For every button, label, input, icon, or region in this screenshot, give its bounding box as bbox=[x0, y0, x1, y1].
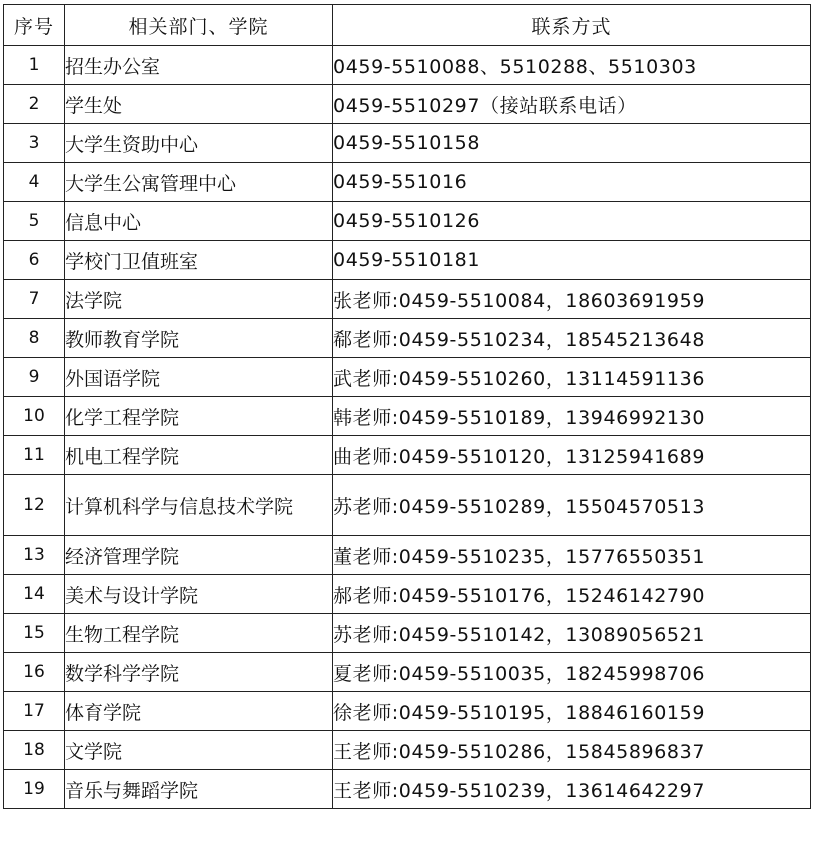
row-contact: 夏老师:0459-5510035，18245998706 bbox=[333, 653, 811, 692]
row-index: 4 bbox=[4, 163, 65, 202]
row-index: 12 bbox=[4, 475, 65, 536]
row-index: 13 bbox=[4, 536, 65, 575]
table-row bbox=[4, 85, 811, 124]
row-contact: 0459-5510297（接站联系电话） bbox=[333, 85, 811, 124]
table-row bbox=[4, 653, 811, 692]
row-department: 学生处 bbox=[65, 85, 333, 124]
row-index: 17 bbox=[4, 692, 65, 731]
row-contact: 0459-5510181 bbox=[333, 241, 811, 280]
row-contact: 0459-5510158 bbox=[333, 124, 811, 163]
row-index: 2 bbox=[4, 85, 65, 124]
table-row bbox=[4, 731, 811, 770]
table-row bbox=[4, 614, 811, 653]
row-contact: 郝老师:0459-5510176，15246142790 bbox=[333, 575, 811, 614]
row-department: 经济管理学院 bbox=[65, 536, 333, 575]
row-index: 7 bbox=[4, 280, 65, 319]
table-row bbox=[4, 358, 811, 397]
row-index: 15 bbox=[4, 614, 65, 653]
row-contact: 郗老师:0459-5510234，18545213648 bbox=[333, 319, 811, 358]
row-department: 学校门卫值班室 bbox=[65, 241, 333, 280]
row-contact: 徐老师:0459-5510195，18846160159 bbox=[333, 692, 811, 731]
header-index: 序号 bbox=[4, 5, 65, 46]
row-department: 体育学院 bbox=[65, 692, 333, 731]
table-row bbox=[4, 692, 811, 731]
table-body bbox=[4, 46, 811, 809]
row-department: 大学生公寓管理中心 bbox=[65, 163, 333, 202]
table-row bbox=[4, 770, 811, 809]
row-index: 5 bbox=[4, 202, 65, 241]
row-department: 数学科学学院 bbox=[65, 653, 333, 692]
row-department: 法学院 bbox=[65, 280, 333, 319]
table-row bbox=[4, 319, 811, 358]
row-department: 外国语学院 bbox=[65, 358, 333, 397]
row-department: 信息中心 bbox=[65, 202, 333, 241]
table-row bbox=[4, 163, 811, 202]
row-department: 计算机科学与信息技术学院 bbox=[65, 475, 333, 536]
table-row bbox=[4, 202, 811, 241]
table-row bbox=[4, 575, 811, 614]
row-department: 音乐与舞蹈学院 bbox=[65, 770, 333, 809]
row-index: 18 bbox=[4, 731, 65, 770]
row-contact: 王老师:0459-5510239，13614642297 bbox=[333, 770, 811, 809]
row-contact: 0459-551016 bbox=[333, 163, 811, 202]
row-department: 生物工程学院 bbox=[65, 614, 333, 653]
row-contact: 苏老师:0459-5510142，13089056521 bbox=[333, 614, 811, 653]
row-index: 8 bbox=[4, 319, 65, 358]
table-row bbox=[4, 124, 811, 163]
row-department: 美术与设计学院 bbox=[65, 575, 333, 614]
row-index: 10 bbox=[4, 397, 65, 436]
row-index: 19 bbox=[4, 770, 65, 809]
table-row bbox=[4, 436, 811, 475]
row-index: 11 bbox=[4, 436, 65, 475]
header-department: 相关部门、学院 bbox=[65, 5, 333, 46]
row-index: 3 bbox=[4, 124, 65, 163]
table-row bbox=[4, 280, 811, 319]
table-header-row bbox=[4, 5, 811, 46]
row-contact: 董老师:0459-5510235，15776550351 bbox=[333, 536, 811, 575]
row-index: 9 bbox=[4, 358, 65, 397]
row-department: 教师教育学院 bbox=[65, 319, 333, 358]
table-row bbox=[4, 46, 811, 85]
row-contact: 曲老师:0459-5510120，13125941689 bbox=[333, 436, 811, 475]
row-contact: 武老师:0459-5510260，13114591136 bbox=[333, 358, 811, 397]
row-contact: 苏老师:0459-5510289，15504570513 bbox=[333, 475, 811, 536]
table-row bbox=[4, 241, 811, 280]
row-department: 文学院 bbox=[65, 731, 333, 770]
table-row bbox=[4, 536, 811, 575]
contact-table bbox=[3, 4, 811, 809]
row-department: 机电工程学院 bbox=[65, 436, 333, 475]
table-row bbox=[4, 475, 811, 536]
row-contact: 0459-5510088、5510288、5510303 bbox=[333, 46, 811, 85]
row-department: 招生办公室 bbox=[65, 46, 333, 85]
row-index: 1 bbox=[4, 46, 65, 85]
row-index: 6 bbox=[4, 241, 65, 280]
row-index: 14 bbox=[4, 575, 65, 614]
header-contact: 联系方式 bbox=[333, 5, 811, 46]
row-contact: 0459-5510126 bbox=[333, 202, 811, 241]
row-contact: 王老师:0459-5510286，15845896837 bbox=[333, 731, 811, 770]
row-contact: 韩老师:0459-5510189，13946992130 bbox=[333, 397, 811, 436]
row-department: 化学工程学院 bbox=[65, 397, 333, 436]
table-row bbox=[4, 397, 811, 436]
row-index: 16 bbox=[4, 653, 65, 692]
row-contact: 张老师:0459-5510084，18603691959 bbox=[333, 280, 811, 319]
row-department: 大学生资助中心 bbox=[65, 124, 333, 163]
